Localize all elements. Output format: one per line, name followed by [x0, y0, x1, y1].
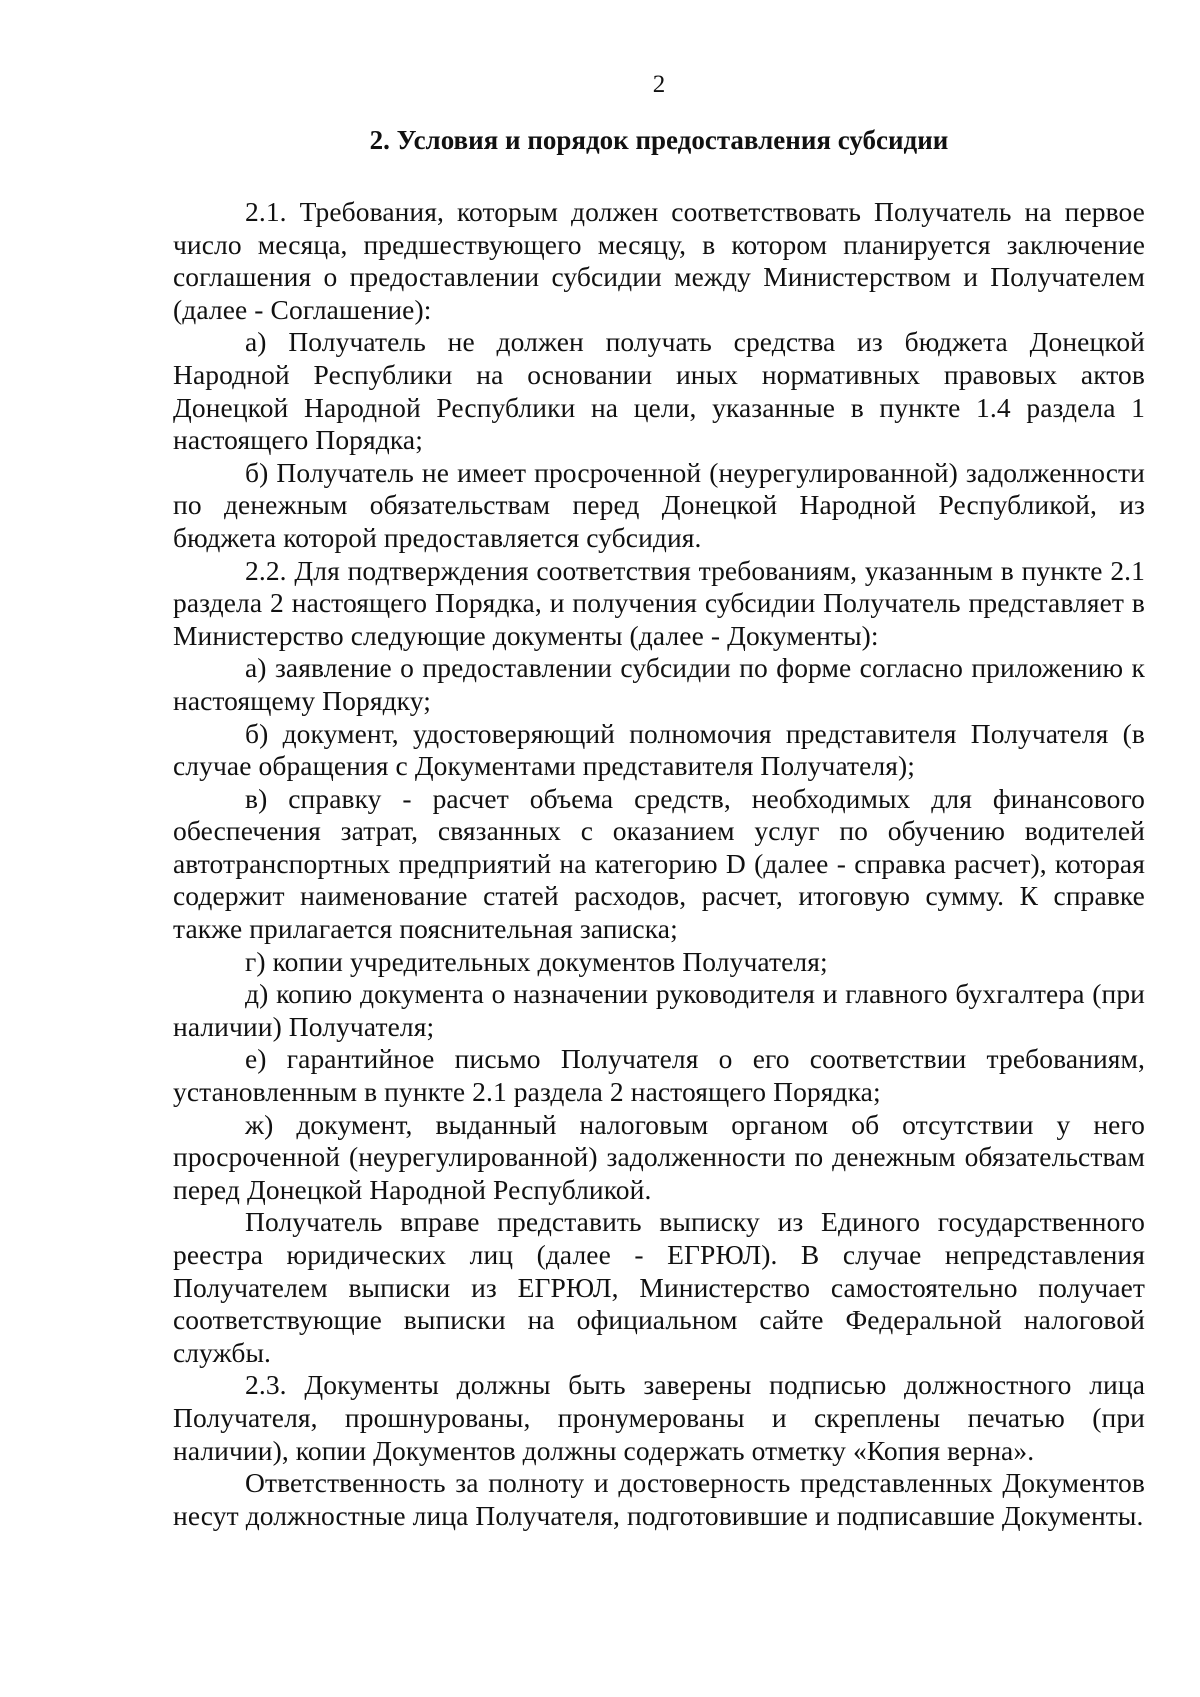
paragraph-2-2-d: д) копию документа о назначении руководителя и главного бухгалтера (при наличии) Получателя; [173, 978, 1145, 1042]
paragraph-2-2-v: в) справку - расчет объема средств, необходимых для финансового обеспечения затрат, связанных с оказанием услуг по обучению водителей автотранспортных предприятий на категорию D (далее - справка расчет), которая содержит наименование статей расходов, расчет, итоговую сумму. К справке также прилагается пояснительная записка; [173, 782, 1145, 945]
paragraph-egrul: Получатель вправе представить выписку из Единого государственного реестра юридических лиц (далее - ЕГРЮЛ). В случае непредставления Получателем выписки из ЕГРЮЛ, Министерство самостоятельно получает соответствующие выписки на официальном сайте Федеральной налоговой службы. [173, 1206, 1145, 1368]
paragraph-2-2-a: а) заявление о предоставлении субсидии по форме согласно приложению к настоящему Порядку; [173, 652, 1145, 716]
paragraph-2-2: 2.2. Для подтверждения соответствия требованиям, указанным в пункте 2.1 раздела 2 настоящего Порядка, и получения субсидии Получатель представляет в Министерство следующие документы (далее - Документы): [173, 554, 1145, 651]
paragraph-2-1-a: а) Получатель не должен получать средства из бюджета Донецкой Народной Республики на основании иных нормативных правовых актов Донецкой Народной Республики на цели, указанные в пункте 1.4 раздела 1 настоящего Порядка; [173, 326, 1145, 456]
section-title: 2. Условия и порядок предоставления субсидии [369, 125, 949, 155]
paragraph-responsibility: Ответственность за полноту и достоверность представленных Документов несут должностные лица Получателя, подготовившие и подписавшие Документы. [173, 1467, 1145, 1531]
paragraph-2-1-b: б) Получатель не имеет просроченной (неурегулированной) задолженности по денежным обязательствам перед Донецкой Народной Республикой, из бюджета которой предоставляется субсидия. [173, 456, 1145, 553]
paragraph-2-2-g: г) копии учредительных документов Получателя; [245, 945, 828, 977]
paragraph-2-3: 2.3. Документы должны быть заверены подписью должностного лица Получателя, прошнурованы, пронумерованы и скреплены печатью (при наличии), копии Документов должны содержать отметку «Копия верна». [173, 1369, 1145, 1466]
paragraph-2-2-b: б) документ, удостоверяющий полномочия представителя Получателя (в случае обращения с Документами представителя Получателя); [173, 717, 1145, 782]
paragraph-2-2-zh: ж) документ, выданный налоговым органом об отсутствии у него просроченной (неурегулированной) задолженности по денежным обязательствам перед Донецкой Народной Республикой. [173, 1108, 1145, 1205]
paragraph-2-2-e: е) гарантийное письмо Получателя о его соответствии требованиям, установленным в пункте 2.1 раздела 2 настоящего Порядка; [173, 1043, 1145, 1108]
document-page [173, 70, 1145, 1532]
page-number: 2 [652, 71, 666, 98]
paragraph-2-1: 2.1. Требования, которым должен соответствовать Получатель на первое число месяца, предшествующего месяцу, в котором планируется заключение соглашения о предоставлении субсидии между Министерством и Получателем (далее - Соглашение): [173, 196, 1145, 325]
